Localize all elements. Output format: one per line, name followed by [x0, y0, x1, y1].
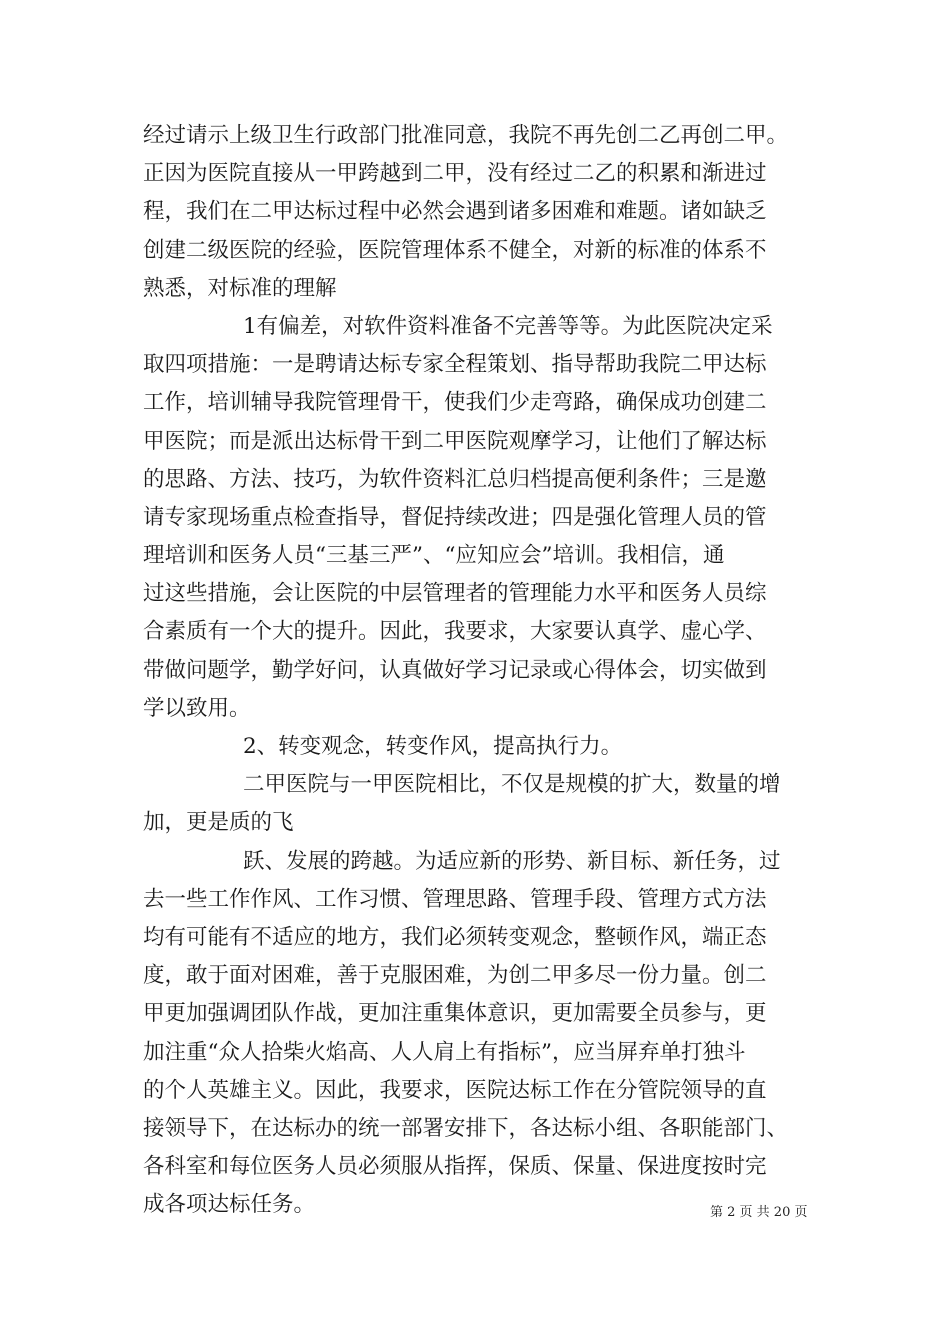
- text-line: 加，更是质的飞: [143, 810, 294, 836]
- text-line: 的个人英雄主义。因此，我要求，医院达标工作在分管院领导的直: [143, 1077, 767, 1103]
- text-line: 均有可能有不适应的地方，我们必须转变观念，整顿作风，端正态: [143, 924, 767, 950]
- text-line: 正因为医院直接从一甲跨越到二甲，没有经过二乙的积累和渐进过: [143, 161, 767, 187]
- text-line: 1有偏差，对软件资料准备不完善等等。为此医院决定采: [243, 313, 773, 339]
- text-line: 工作，培训辅导我院管理骨干，使我们少走弯路，确保成功创建二: [143, 390, 767, 416]
- text-line: 过这些措施，会让医院的中层管理者的管理能力水平和医务人员综: [143, 581, 767, 607]
- text-line: 熟悉，对标准的理解: [143, 275, 337, 301]
- text-line: 程，我们在二甲达标过程中必然会遇到诸多困难和难题。诸如缺乏: [143, 199, 767, 225]
- text-line: 创建二级医院的经验，医院管理体系不健全，对新的标准的体系不: [143, 237, 767, 263]
- text-line: 理培训和医务人员“三基三严”、“应知应会”培训。我相信，通: [143, 543, 725, 569]
- text-line: 跃、发展的跨越。为适应新的形势、新目标、新任务，过: [243, 848, 781, 874]
- text-line: 加注重“众人拾柴火焰高、人人肩上有指标”，应当屏弃单打独斗: [143, 1039, 746, 1065]
- text-line: 甲更加强调团队作战，更加注重集体意识，更加需要全员参与，更: [143, 1001, 767, 1027]
- text-line: 甲医院；而是派出达标骨干到二甲医院观摩学习，让他们了解达标: [143, 428, 767, 454]
- text-line: 二甲医院与一甲医院相比，不仅是规模的扩大，数量的增: [243, 772, 781, 798]
- page-number-footer: 第 2 页 共 20 页: [710, 1205, 808, 1220]
- text-line: 带做问题学，勤学好问，认真做好学习记录或心得体会，切实做到: [143, 657, 767, 683]
- text-line: 请专家现场重点检查指导，督促持续改进；四是强化管理人员的管: [143, 504, 767, 530]
- text-line: 取四项措施：一是聘请达标专家全程策划、指导帮助我院二甲达标: [143, 352, 767, 378]
- text-line: 学以致用。: [143, 695, 251, 721]
- text-line: 经过请示上级卫生行政部门批准同意，我院不再先创二乙再创二甲。: [143, 123, 789, 148]
- section-heading: 2、转变观念，转变作风，提高执行力。: [243, 734, 623, 759]
- text-line: 合素质有一个大的提升。因此，我要求，大家要认真学、虚心学、: [143, 619, 767, 645]
- text-line: 接领导下，在达标办的统一部署安排下，各达标小组、各职能部门、: [143, 1115, 789, 1141]
- text-line: 的思路、方法、技巧，为软件资料汇总归档提高便利条件；三是邀: [143, 466, 767, 492]
- body-text: [143, 117, 809, 1224]
- text-line: 各科室和每位医务人员必须服从指挥，保质、保量、保进度按时完: [143, 1154, 767, 1180]
- text-line: 度，敢于面对困难，善于克服困难，为创二甲多尽一份力量。创二: [143, 963, 767, 989]
- text-line: 去一些工作作风、工作习惯、管理思路、管理手段、管理方式方法: [143, 886, 767, 912]
- text-line: 成各项达标任务。: [143, 1192, 316, 1218]
